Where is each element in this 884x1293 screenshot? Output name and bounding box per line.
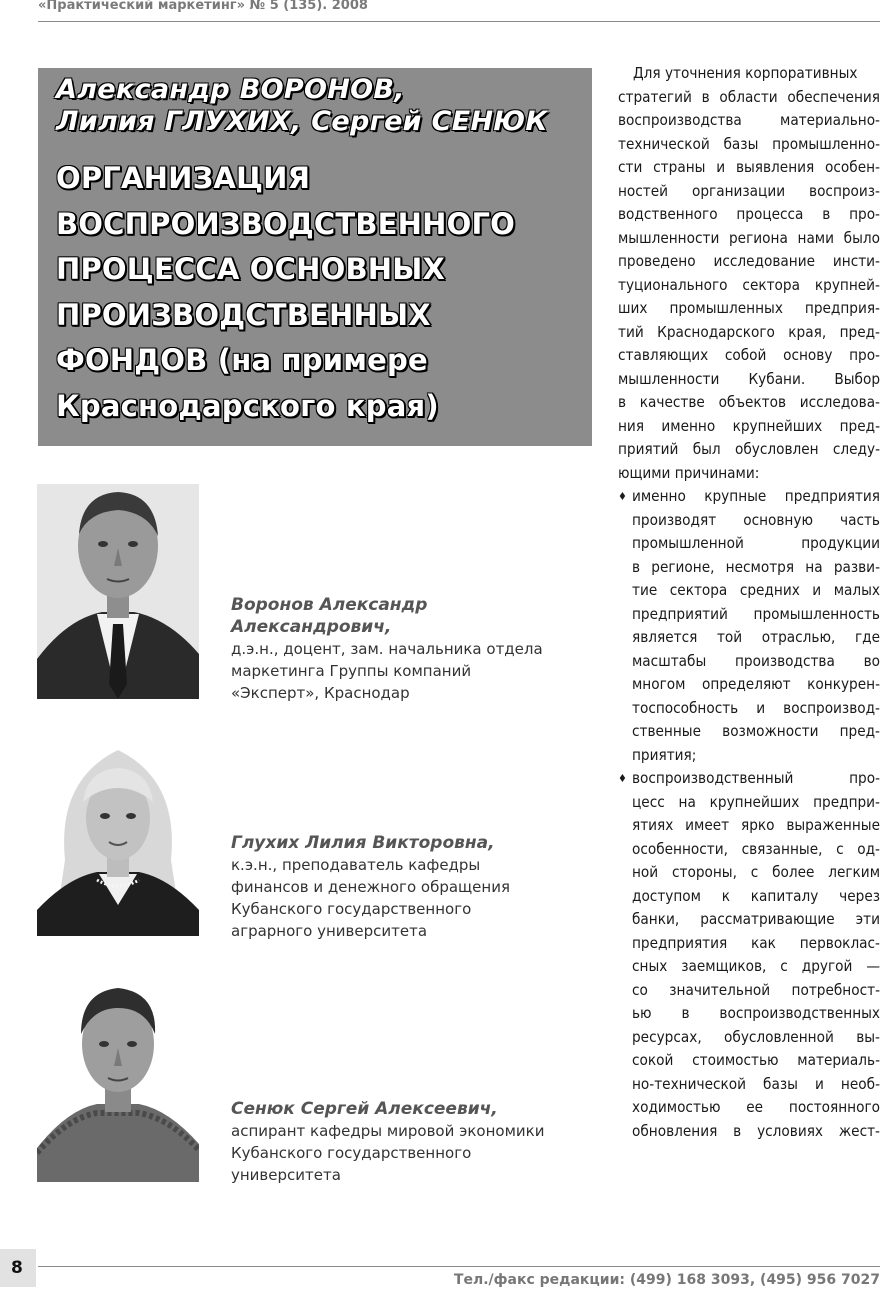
text-line: сти страны и выявления особен-	[618, 158, 880, 176]
text-line: приятия;	[632, 745, 697, 764]
text-line: ходимостью ее постоянного	[632, 1098, 880, 1116]
text-line: ятиях имеет ярко выраженные	[632, 816, 880, 834]
header-rule	[38, 21, 880, 22]
text-line: сных заемщиков, с другой —	[632, 957, 880, 975]
bullet-item	[618, 767, 880, 1143]
author-info-line: Кубанского государственного	[231, 1144, 472, 1162]
bullet-diamond-icon: ♦	[618, 772, 627, 785]
text-line: сокой стоимостью материаль-	[632, 1051, 880, 1069]
author-info-line: маркетинга Группы компаний	[231, 662, 472, 680]
text-line: мышленности Кубани. Выбор	[618, 369, 880, 388]
text-line: приятий был обусловлен следу-	[618, 440, 880, 458]
text-line: обновления в условиях жест-	[632, 1121, 880, 1140]
author-photo-glukhikh	[37, 740, 199, 936]
title-line: ОРГАНИЗАЦИЯ	[56, 161, 311, 195]
author-photo-senyuk	[37, 978, 199, 1182]
text-line: Для уточнения корпоративных	[633, 64, 858, 82]
text-line: ♦ именно крупные предприятия	[618, 485, 880, 509]
text-line: но-технической базы и необ-	[632, 1074, 880, 1093]
author-info-line: университета	[231, 1166, 341, 1184]
intro-paragraph	[618, 62, 880, 485]
author-info-line: д.э.н., доцент, зам. начальника отдела	[231, 640, 543, 658]
text-line: банки, рассматривающие эти	[632, 910, 880, 928]
footer-contact: Тел./факс редакции: (499) 168 3093, (495) 956 7027	[453, 1272, 880, 1288]
author-info-line: аспирант кафедры мировой экономики	[231, 1122, 545, 1140]
page-number-box	[0, 1249, 36, 1287]
text-line: в качестве объектов исследова-	[618, 393, 880, 411]
text-line: доступом к капиталу через	[632, 886, 880, 905]
author-name: Глухих Лилия Викторовна,	[231, 833, 495, 853]
title-line: ПРОЦЕССА ОСНОВНЫХ	[56, 252, 446, 286]
title-line: Краснодарского края)	[56, 388, 439, 423]
author-bio-glukhikh	[231, 832, 571, 942]
footer-rule	[38, 1266, 880, 1267]
author-info-line: аграрного университета	[231, 922, 428, 940]
text-line: ресурсах, обусловленной вы-	[632, 1027, 880, 1046]
author-info-line: финансов и денежного обращения	[231, 878, 510, 896]
journal-header: «Практический маркетинг» № 5 (135). 2008	[38, 0, 368, 13]
text-line: ной стороны, с более легким	[632, 863, 880, 881]
text-line: проведено исследование инсти-	[618, 252, 880, 270]
text-line: предприятия как первоклас-	[632, 933, 880, 952]
author-photo-voronov	[37, 484, 199, 699]
text-line: цесс на крупнейших предпри-	[632, 792, 880, 811]
author-info-line: «Эксперт», Краснодар	[231, 684, 410, 702]
page-number: 8	[11, 1258, 23, 1278]
authors-line-1: Александр ВОРОНОВ,	[56, 74, 405, 105]
text-line: ших промышленных предприя-	[618, 299, 880, 317]
text-line: ющими причинами:	[618, 463, 760, 482]
author-info-line: к.э.н., преподаватель кафедры	[231, 856, 481, 874]
text-line: предприятий промышленность	[632, 604, 880, 623]
text-line: воспроизводства материально-	[618, 111, 880, 129]
author-bio-voronov	[231, 594, 571, 704]
title-block	[38, 68, 592, 446]
bullet-diamond-icon: ♦	[618, 490, 627, 503]
text-line: является той отраслью, где	[632, 628, 880, 646]
text-line: мышленности региона нами было	[618, 228, 880, 247]
text-line: масштабы производства во	[632, 651, 880, 670]
text-line: тоспособность и воспроизвод-	[632, 698, 880, 717]
text-line: технической базы промышленно-	[618, 134, 880, 153]
author-name: Александрович,	[231, 617, 392, 637]
text-line: тие сектора средних и малых	[632, 581, 880, 599]
text-line: ственные возможности пред-	[632, 722, 880, 740]
text-line: водственного процесса в про-	[618, 205, 880, 223]
text-line: ставляющих собой основу про-	[618, 346, 880, 364]
author-bio-senyuk	[231, 1098, 571, 1186]
text-line: ностей организации воспроиз-	[618, 181, 880, 200]
text-line: со значительной потребност-	[632, 980, 880, 999]
title-line: ПРОИЗВОДСТВЕННЫХ	[56, 297, 431, 332]
text-line: ♦ воспроизводственный про-	[618, 767, 880, 791]
text-line: производят основную часть	[632, 510, 880, 529]
author-name: Сенюк Сергей Алексеевич,	[231, 1099, 498, 1119]
title-line: ВОСПРОИЗВОДСТВЕННОГО	[56, 206, 515, 241]
text-line: туционального сектора крупней-	[618, 275, 880, 294]
article-title	[56, 156, 592, 429]
article-body	[618, 62, 880, 1143]
text-line: промышленной продукции	[632, 534, 880, 552]
authors-line-2: Лилия ГЛУХИХ, Сергей СЕНЮК	[56, 106, 548, 137]
text-line: стратегий в области обеспечения	[618, 87, 880, 106]
title-line: ФОНДОВ (на примере	[56, 343, 428, 377]
text-line: многом определяют конкурен-	[632, 675, 880, 693]
author-info-line: Кубанского государственного	[231, 900, 472, 918]
text-line: ния именно крупнейших пред-	[618, 416, 880, 435]
text-line: ью в воспроизводственных	[632, 1004, 880, 1022]
bullet-item	[618, 485, 880, 767]
text-line: тий Краснодарского края, пред-	[618, 322, 880, 341]
author-name: Воронов Александр	[231, 595, 428, 615]
text-line: особенности, связанные, с од-	[632, 839, 880, 858]
text-line: в регионе, несмотря на разви-	[632, 557, 880, 576]
